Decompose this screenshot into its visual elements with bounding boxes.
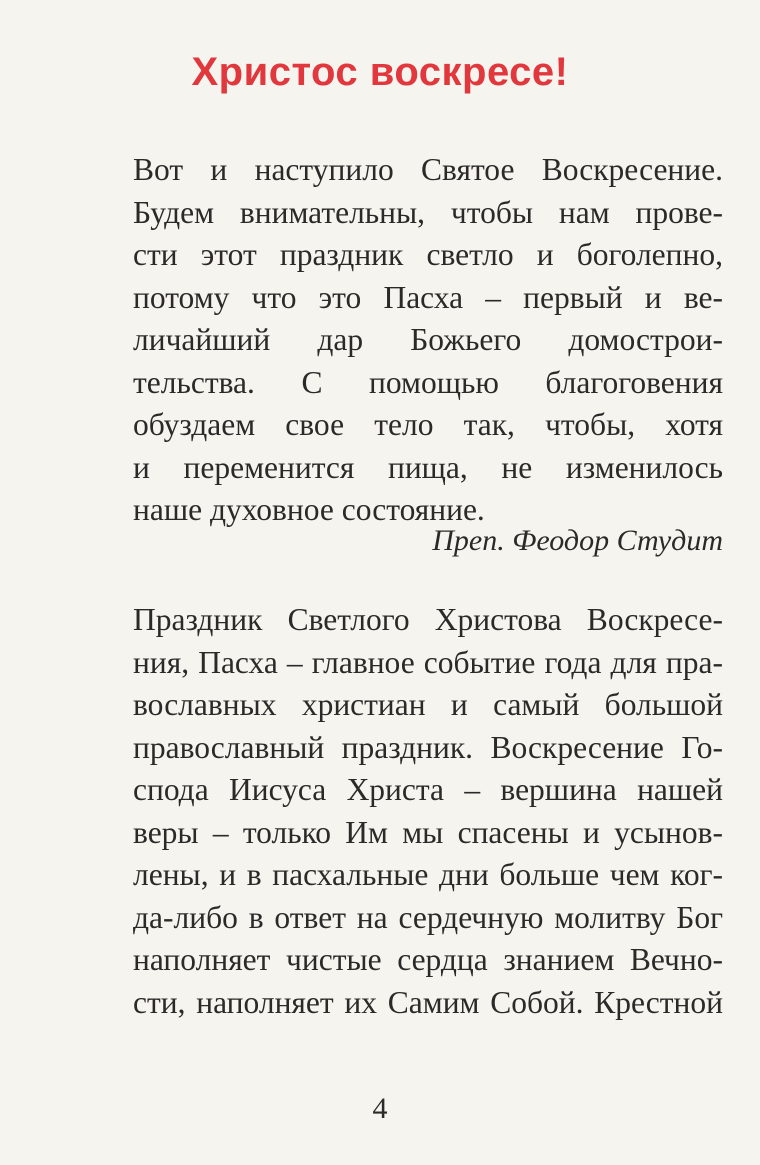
body-line: ния, Пасха – главное событие года для пра- (133, 644, 723, 680)
body-line: да-либо в ответ на сердечную молитву Бог (133, 899, 723, 935)
body-line: Праздник Светлого Христова Воскресе- (133, 602, 723, 637)
quote-line: наше духовное состояние. (133, 492, 485, 527)
quote-attribution: Преп. Феодор Студит (432, 524, 723, 557)
body-line: спода Иисуса Христа – вершина нашей (133, 772, 723, 807)
quote-line: Будем внимательны, чтобы нам прове- (133, 194, 723, 230)
body-line: наполняет чистые сердца знанием Вечно- (133, 942, 723, 977)
body-line: вославных христиан и самый большой (133, 687, 723, 722)
quote-block (133, 149, 723, 532)
page-number: 4 (372, 1092, 388, 1125)
body-line: православный праздник. Воскресение Го- (133, 729, 723, 765)
quote-line: личайший дар Божьего домострои- (133, 322, 723, 357)
body-text (133, 599, 723, 1024)
quote-line: сти этот праздник светло и боголепно, (133, 237, 723, 272)
body-line: лены, и в пасхальные дни больше чем ког- (133, 857, 723, 892)
quote-line: потому что это Пасха – первый и ве- (133, 279, 723, 315)
page-title: Христос воскресе! (191, 50, 569, 94)
quote-line: и переменится пища, не изменилось (133, 449, 723, 485)
quote-line: обуздаем свое тело так, чтобы, хотя (133, 407, 723, 442)
body-line: сти, наполняет их Самим Собой. Крестной (133, 984, 723, 1020)
quote-line: тельства. С помощью благоговения (133, 364, 723, 400)
body-line: веры – только Им мы спасены и усынов- (133, 814, 723, 850)
quote-line: Вот и наступило Святое Воскресение. (133, 152, 723, 187)
